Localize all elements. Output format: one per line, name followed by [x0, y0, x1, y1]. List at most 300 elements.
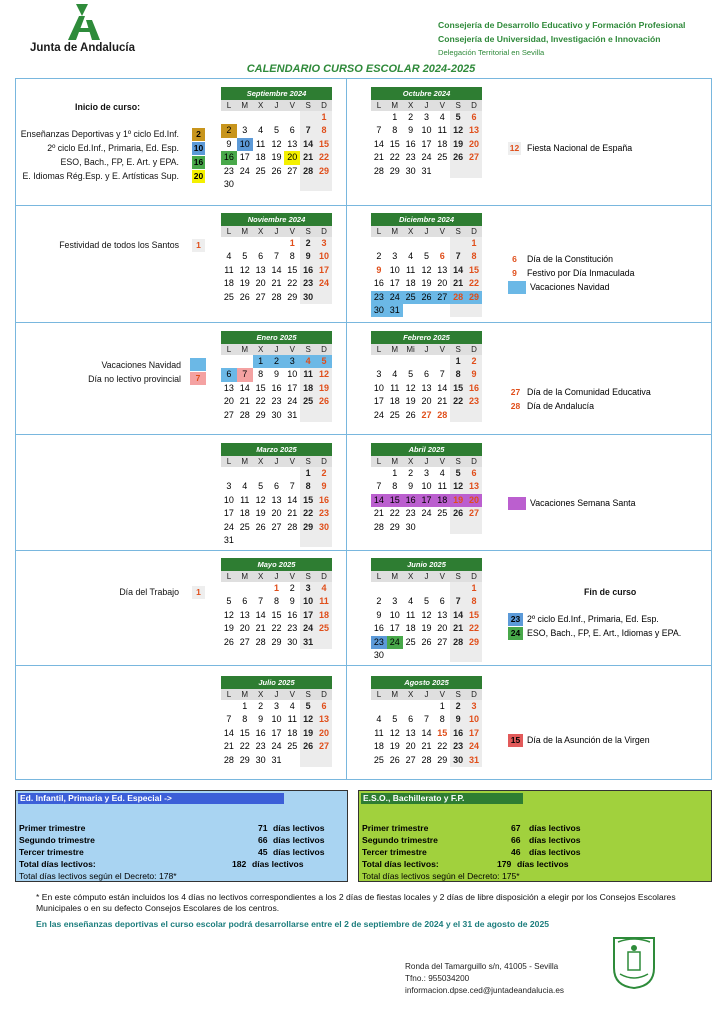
- weekday-header: D: [316, 689, 332, 700]
- day-cell: 6: [289, 125, 295, 136]
- weekday-header: X: [253, 226, 269, 237]
- day-cell: 10: [421, 481, 432, 492]
- empty-day-cell: [450, 304, 466, 317]
- day-cell: 3: [423, 468, 429, 478]
- day-cell: 20: [466, 138, 482, 151]
- day-cell: 27: [223, 409, 234, 420]
- panel-eso-bach-fp: [358, 790, 712, 882]
- junta-andalucia-logo-icon: [62, 2, 102, 42]
- day-cell: 3: [466, 700, 482, 713]
- empty-day-cell: [371, 467, 387, 480]
- weekday-header: D: [466, 344, 482, 355]
- day-cell: 29: [287, 291, 298, 302]
- empty-day-cell: [237, 178, 253, 191]
- day-cell: 23: [287, 623, 298, 634]
- day-cell: 9: [289, 596, 295, 607]
- day-cell: 30: [271, 409, 282, 420]
- panel-title: E.S.O., Bachillerato y F.P.: [361, 793, 523, 804]
- day-cell: 20: [284, 151, 300, 164]
- day-cell: 9: [408, 125, 414, 136]
- legend-color-swatch: [190, 358, 206, 371]
- weekday-header: D: [466, 571, 482, 582]
- panel-row-unit: días lectivos: [529, 835, 581, 845]
- day-cell: 10: [389, 264, 400, 275]
- day-cell: 26: [239, 291, 250, 302]
- day-cell: 19: [450, 138, 466, 151]
- weekday-header: D: [316, 226, 332, 237]
- day-cell: 1: [439, 701, 445, 711]
- legend-day-marker: 1: [192, 586, 205, 599]
- day-cell: 28: [255, 636, 266, 647]
- panel-infantil-primaria: [15, 790, 348, 882]
- day-cell: 5: [423, 596, 429, 607]
- empty-day-cell: [450, 649, 466, 662]
- month-calendar-november: [221, 213, 332, 304]
- day-cell: 27: [287, 165, 298, 176]
- empty-day-cell: [450, 582, 466, 595]
- day-cell: 14: [450, 609, 466, 622]
- weekday-header: S: [300, 226, 316, 237]
- day-cell: 6: [273, 481, 279, 492]
- day-cell: 25: [437, 508, 448, 519]
- day-cell: 12: [255, 494, 266, 505]
- day-cell: 10: [223, 494, 234, 505]
- weekday-header: X: [253, 571, 269, 582]
- day-cell: 22: [466, 277, 482, 290]
- empty-day-cell: [221, 355, 237, 368]
- panel-row-unit: días lectivos: [529, 823, 581, 833]
- day-cell: 28: [287, 521, 298, 532]
- day-cell: 9: [258, 714, 264, 725]
- day-cell: 17: [389, 623, 400, 634]
- day-cell: 30: [405, 165, 416, 176]
- day-cell: 7: [376, 125, 382, 136]
- empty-day-cell: [403, 582, 419, 595]
- panel-total-label: Total días lectivos:: [19, 859, 96, 869]
- empty-day-cell: [450, 237, 466, 250]
- day-cell: 12: [450, 124, 466, 137]
- day-cell: 21: [373, 508, 384, 519]
- day-cell: 15: [300, 494, 316, 507]
- day-cell: 30: [255, 754, 266, 765]
- empty-day-cell: [237, 237, 253, 250]
- day-cell: 17: [316, 264, 332, 277]
- legend-label: Enseñanzas Deportivas y 1º ciclo Ed.Inf.: [20, 129, 179, 139]
- month-title: Marzo 2025: [221, 443, 332, 456]
- day-cell: 9: [226, 138, 232, 149]
- empty-day-cell: [466, 649, 482, 662]
- day-cell: 25: [405, 636, 416, 647]
- panel-decreto: Total días lectivos según el Decreto: 175*: [362, 871, 520, 881]
- day-cell: 22: [316, 151, 332, 164]
- day-cell: 1: [273, 583, 279, 593]
- day-cell: 29: [466, 291, 482, 304]
- day-cell: 28: [421, 754, 432, 765]
- empty-day-cell: [269, 534, 285, 547]
- day-cell: 6: [439, 251, 445, 262]
- day-cell: 4: [439, 468, 445, 478]
- day-cell: 9: [376, 609, 382, 620]
- day-cell: 16: [373, 278, 384, 289]
- day-cell: 23: [316, 507, 332, 520]
- day-cell: 11: [224, 264, 234, 275]
- empty-day-cell: [221, 700, 237, 713]
- weekday-header: S: [300, 344, 316, 355]
- legend-label: Día de la Constitución: [527, 254, 614, 264]
- day-cell: 19: [421, 278, 432, 289]
- month-title: Agosto 2025: [371, 676, 482, 689]
- weekday-header: X: [403, 456, 419, 467]
- month-title: Julio 2025: [221, 676, 332, 689]
- grid-divider: [15, 205, 712, 206]
- weekday-header: X: [253, 689, 269, 700]
- day-cell: 22: [466, 622, 482, 635]
- panel-row-label: Primer trimestre: [19, 823, 86, 833]
- empty-day-cell: [300, 178, 316, 191]
- empty-day-cell: [284, 534, 300, 547]
- panel-total-label: Total días lectivos:: [362, 859, 439, 869]
- empty-day-cell: [284, 111, 300, 124]
- day-cell: 15: [466, 609, 482, 622]
- weekday-header: V: [434, 571, 450, 582]
- panel-row-label: Segundo trimestre: [19, 835, 95, 845]
- empty-day-cell: [316, 409, 332, 422]
- day-cell: 28: [373, 165, 384, 176]
- day-cell: 6: [316, 700, 332, 713]
- empty-day-cell: [237, 534, 253, 547]
- empty-day-cell: [387, 700, 403, 713]
- weekday-header: V: [434, 344, 450, 355]
- day-cell: 21: [450, 277, 466, 290]
- day-cell: 16: [287, 609, 298, 620]
- day-cell: 31: [287, 409, 298, 420]
- legend-color-swatch: [508, 281, 526, 294]
- day-cell: 13: [316, 713, 332, 726]
- legend-label: Festivo por Día Inmaculada: [527, 268, 635, 278]
- day-cell: 17: [466, 727, 482, 740]
- day-cell: 15: [389, 138, 400, 149]
- day-cell: 7: [450, 250, 466, 263]
- day-cell: 11: [437, 125, 447, 136]
- weekday-header: J: [419, 226, 435, 237]
- day-cell: 24: [387, 291, 403, 304]
- day-cell: 31: [466, 754, 482, 767]
- empty-day-cell: [221, 237, 237, 250]
- day-cell: 18: [300, 382, 316, 395]
- weekday-header: V: [284, 100, 300, 111]
- weekday-header: S: [300, 100, 316, 111]
- day-cell: 19: [450, 494, 466, 507]
- month-calendar-april: [371, 443, 482, 534]
- day-cell: 2: [221, 124, 237, 137]
- day-cell: 17: [223, 508, 234, 519]
- month-title: Mayo 2025: [221, 558, 332, 571]
- day-cell: 12: [450, 480, 466, 493]
- day-cell: 24: [466, 740, 482, 753]
- day-cell: 24: [316, 277, 332, 290]
- day-cell: 14: [271, 264, 282, 275]
- day-cell: 23: [371, 636, 387, 649]
- day-cell: 7: [273, 251, 279, 262]
- day-cell: 22: [389, 508, 400, 519]
- day-cell: 10: [389, 609, 400, 620]
- empty-day-cell: [316, 291, 332, 304]
- day-cell: 30: [373, 650, 384, 661]
- day-cell: 11: [316, 595, 332, 608]
- day-cell: 25: [403, 291, 419, 304]
- day-cell: 4: [408, 596, 414, 607]
- weekday-header: M: [237, 456, 253, 467]
- legend-label: Vacaciones Navidad: [101, 360, 181, 370]
- weekday-header: J: [419, 689, 435, 700]
- day-cell: 29: [466, 636, 482, 649]
- weekday-header: D: [466, 689, 482, 700]
- day-cell: 17: [373, 396, 384, 407]
- grid-divider: [15, 665, 712, 666]
- empty-day-cell: [316, 534, 332, 547]
- day-cell: 23: [371, 291, 387, 304]
- day-cell: 17: [421, 138, 432, 149]
- empty-day-cell: [221, 582, 237, 595]
- panel-row-unit: días lectivos: [529, 847, 581, 857]
- day-cell: 25: [255, 165, 266, 176]
- day-cell: 4: [376, 714, 382, 725]
- weekday-header: D: [316, 344, 332, 355]
- day-cell: 20: [316, 727, 332, 740]
- day-cell: 3: [273, 701, 279, 711]
- weekday-header: D: [316, 571, 332, 582]
- day-cell: 24: [239, 165, 250, 176]
- panel-total-unit: días lectivos: [517, 859, 569, 869]
- day-cell: 2: [376, 596, 382, 607]
- empty-day-cell: [466, 409, 482, 422]
- day-cell: 22: [300, 507, 316, 520]
- day-cell: 29: [437, 754, 448, 765]
- weekday-header: D: [316, 100, 332, 111]
- day-cell: 25: [389, 409, 400, 420]
- weekday-header: V: [434, 689, 450, 700]
- day-cell: 19: [421, 623, 432, 634]
- day-cell: 15: [387, 494, 403, 507]
- day-cell: 23: [271, 396, 282, 407]
- day-cell: 14: [255, 609, 266, 620]
- day-cell: 27: [466, 151, 482, 164]
- legend-label: 2º ciclo Ed.Inf., Primaria, Ed. Esp.: [527, 614, 659, 624]
- legend-label: Día de Andalucía: [527, 401, 595, 411]
- day-cell: 24: [300, 622, 316, 635]
- day-cell: 29: [271, 636, 282, 647]
- day-cell: 15: [239, 727, 250, 738]
- day-cell: 28: [437, 409, 448, 420]
- day-cell: 13: [239, 609, 250, 620]
- day-cell: 19: [300, 727, 316, 740]
- weekday-header: M: [387, 344, 403, 355]
- day-cell: 5: [273, 125, 279, 136]
- day-cell: 26: [271, 165, 282, 176]
- day-cell: 3: [242, 125, 248, 136]
- legend-label: Vacaciones Semana Santa: [530, 498, 636, 508]
- day-cell: 27: [437, 636, 448, 647]
- day-cell: 16: [373, 623, 384, 634]
- legend-label: Fiesta Nacional de España: [527, 143, 633, 153]
- day-cell: 24: [223, 521, 234, 532]
- day-cell: 26: [316, 395, 332, 408]
- day-cell: 4: [226, 251, 232, 262]
- weekday-header: V: [434, 456, 450, 467]
- day-cell: 21: [450, 622, 466, 635]
- empty-day-cell: [237, 467, 253, 480]
- legend-label: ESO, Bach., FP, E. Art., Idiomas y EPA.: [527, 628, 682, 638]
- day-cell: 26: [405, 409, 416, 420]
- day-cell: 16: [271, 382, 282, 393]
- day-cell: 8: [392, 481, 398, 492]
- weekday-header: J: [269, 571, 285, 582]
- weekday-header: S: [450, 689, 466, 700]
- day-cell: 21: [239, 396, 250, 407]
- day-cell: 30: [223, 179, 234, 190]
- day-cell: 25: [287, 741, 298, 752]
- empty-day-cell: [253, 582, 269, 595]
- day-cell: 8: [439, 714, 445, 725]
- weekday-header: M: [237, 689, 253, 700]
- legend-day-marker: 27: [510, 387, 521, 397]
- day-cell: 11: [300, 368, 316, 381]
- month-calendar-july: [221, 676, 332, 767]
- empty-day-cell: [316, 754, 332, 767]
- day-cell: 21: [373, 152, 384, 163]
- panel-total-unit: días lectivos: [252, 859, 304, 869]
- day-cell: 2: [408, 112, 414, 122]
- day-cell: 27: [239, 636, 250, 647]
- weekday-header: M: [387, 456, 403, 467]
- day-cell: 20: [466, 494, 482, 507]
- day-cell: 3: [284, 355, 300, 368]
- day-cell: 14: [371, 494, 387, 507]
- month-calendar-august: [371, 676, 482, 767]
- panel-row-label: Primer trimestre: [362, 823, 429, 833]
- day-cell: 6: [466, 467, 482, 480]
- day-cell: 29: [389, 521, 400, 532]
- day-cell: 18: [223, 278, 234, 289]
- day-cell: 11: [287, 714, 297, 725]
- weekday-header: X: [403, 226, 419, 237]
- day-cell: 11: [437, 481, 447, 492]
- weekday-header: J: [419, 100, 435, 111]
- empty-day-cell: [419, 355, 435, 368]
- empty-day-cell: [419, 700, 435, 713]
- empty-day-cell: [434, 237, 450, 250]
- empty-day-cell: [300, 754, 316, 767]
- legend-label: 2º ciclo Ed.Inf., Primaria, Ed. Esp.: [47, 143, 179, 153]
- day-cell: 8: [316, 124, 332, 137]
- day-cell: 3: [392, 251, 398, 262]
- empty-day-cell: [284, 178, 300, 191]
- day-cell: 27: [255, 291, 266, 302]
- day-cell: 3: [376, 369, 382, 380]
- day-cell: 26: [450, 151, 466, 164]
- empty-day-cell: [434, 521, 450, 534]
- empty-day-cell: [237, 355, 253, 368]
- day-cell: 9: [466, 368, 482, 381]
- day-cell: 5: [408, 369, 414, 380]
- day-cell: 19: [255, 508, 266, 519]
- empty-day-cell: [371, 582, 387, 595]
- weekday-header: J: [269, 344, 285, 355]
- day-cell: 6: [439, 596, 445, 607]
- day-cell: 13: [466, 480, 482, 493]
- legend-label: ESO, Bach., FP, E. Art. y EPA.: [60, 157, 179, 167]
- empty-day-cell: [316, 636, 332, 649]
- day-cell: 7: [423, 714, 429, 725]
- grid-divider: [15, 550, 712, 551]
- weekday-header: L: [221, 344, 237, 355]
- day-cell: 18: [287, 727, 298, 738]
- weekday-header: V: [284, 456, 300, 467]
- day-cell: 16: [403, 494, 419, 507]
- day-cell: 24: [421, 508, 432, 519]
- weekday-header: L: [221, 571, 237, 582]
- day-cell: 21: [223, 741, 234, 752]
- day-cell: 28: [450, 636, 466, 649]
- grid-divider: [15, 434, 712, 435]
- day-cell: 4: [392, 369, 398, 380]
- day-cell: 1: [392, 112, 398, 122]
- day-cell: 22: [255, 396, 266, 407]
- legend-day-marker: 6: [512, 254, 517, 264]
- legend-day-marker: 12: [509, 143, 520, 153]
- legend-day-marker: 24: [508, 627, 523, 640]
- day-cell: 20: [437, 278, 448, 289]
- day-cell: 20: [405, 741, 416, 752]
- day-cell: 27: [466, 507, 482, 520]
- day-cell: 25: [373, 754, 384, 765]
- panel-title: Ed. Infantil, Primaria y Ed. Especial ->: [18, 793, 284, 804]
- day-cell: 19: [271, 152, 282, 163]
- grid-divider: [346, 78, 347, 780]
- day-cell: 27: [271, 521, 282, 532]
- day-cell: 10: [237, 138, 253, 151]
- day-cell: 23: [405, 152, 416, 163]
- day-cell: 3: [300, 582, 316, 595]
- day-cell: 24: [387, 636, 403, 649]
- day-cell: 30: [371, 304, 387, 317]
- day-cell: 11: [374, 727, 384, 738]
- month-title: Octubre 2024: [371, 87, 482, 100]
- weekday-header: M: [237, 344, 253, 355]
- weekday-header: M: [237, 226, 253, 237]
- panel-row-unit: días lectivos: [273, 835, 325, 845]
- day-cell: 13: [255, 264, 266, 275]
- day-cell: 21: [300, 151, 316, 164]
- day-cell: 20: [421, 396, 432, 407]
- weekday-header: M: [387, 571, 403, 582]
- day-cell: 27: [405, 754, 416, 765]
- empty-day-cell: [269, 111, 285, 124]
- weekday-header: S: [300, 689, 316, 700]
- empty-day-cell: [237, 582, 253, 595]
- empty-day-cell: [371, 355, 387, 368]
- weekday-header: V: [284, 344, 300, 355]
- day-cell: 24: [373, 409, 384, 420]
- day-cell: 1: [392, 468, 398, 478]
- day-cell: 6: [466, 111, 482, 124]
- weekday-header: S: [300, 571, 316, 582]
- empty-day-cell: [450, 409, 466, 422]
- day-cell: 2: [376, 251, 382, 262]
- day-cell: 15: [255, 382, 266, 393]
- day-cell: 25: [316, 622, 332, 635]
- empty-day-cell: [466, 304, 482, 317]
